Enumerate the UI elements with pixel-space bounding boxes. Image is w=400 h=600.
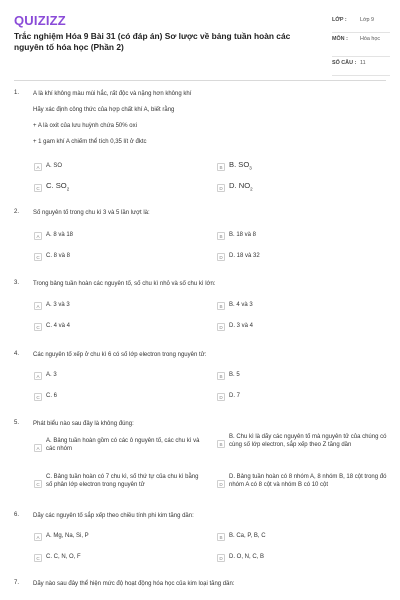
question-text: Dãy nào sau đây thể hiện mức độ hoạt động hóa học của kim loại tăng dần: <box>33 581 235 587</box>
question-line: + A là oxit của lưu huỳnh chứa 50% oxi <box>33 123 137 129</box>
question-text: Dãy các nguyên tố sắp xếp theo chiều tính phi kim tăng dần: <box>33 513 194 519</box>
option-key-box: A <box>34 372 42 380</box>
option-text <box>46 182 69 193</box>
option-key-box: A <box>34 232 42 240</box>
option-subscript: 2 <box>66 187 70 192</box>
option-key-box: A <box>34 163 42 171</box>
option-b[interactable] <box>217 434 387 464</box>
option-a[interactable] <box>34 161 204 173</box>
option-text: A. 3 và 3 <box>46 302 70 309</box>
header-divider <box>14 80 386 81</box>
option-c[interactable] <box>34 321 204 333</box>
worksheet-meta <box>332 14 390 76</box>
option-text: D. O, N, C, B <box>229 554 265 561</box>
option-subscript: 2 <box>250 187 253 192</box>
option-text: A. 8 và 18 <box>46 232 74 239</box>
option-c[interactable] <box>34 391 204 403</box>
option-key-box: C <box>34 253 42 261</box>
option-text: C. Bảng tuần hoàn có 7 chu kì, số thứ tự của chu kì bằng số phân lớp electron trong nguyên tử <box>46 474 199 488</box>
quizizz-logo: QUIZIZZ <box>14 13 66 28</box>
option-d[interactable] <box>217 321 387 333</box>
option-text: A. 3 <box>46 372 57 379</box>
question-text: Các nguyên tố xếp ở chu kì 6 có số lớp electron trong nguyên tử: <box>33 352 207 358</box>
option-key-box: C <box>34 393 42 401</box>
option-b[interactable] <box>217 300 387 312</box>
option-key-box: C <box>34 554 42 562</box>
option-d[interactable] <box>217 552 387 564</box>
option-b[interactable] <box>217 531 387 543</box>
option-a[interactable] <box>34 438 204 460</box>
question-text <box>33 90 383 154</box>
option-c[interactable] <box>34 552 204 564</box>
option-key-box: B <box>217 163 225 171</box>
meta-label: LỚP : <box>332 17 347 23</box>
option-key-box: B <box>217 372 225 380</box>
question-line: Hãy xác định công thức của hợp chất khí A, biết rằng <box>33 107 175 113</box>
question-number: 7. <box>14 580 20 586</box>
option-key-box: A <box>34 302 42 310</box>
question-text: Phát biểu nào sau đây là không đúng: <box>33 421 134 427</box>
option-key-box: D <box>217 253 225 261</box>
option-subscript: 3 <box>249 166 252 171</box>
option-b[interactable] <box>217 161 387 173</box>
option-text: D. 3 và 4 <box>229 323 254 330</box>
option-text <box>229 182 253 193</box>
option-a[interactable] <box>34 230 204 242</box>
option-d[interactable] <box>217 182 387 194</box>
option-text <box>229 161 252 172</box>
question-number: 6. <box>14 512 20 518</box>
question-text: Số nguyên tố trong chu kì 3 và 5 lần lượt là: <box>33 210 150 216</box>
option-text: B. Chu kì là dãy các nguyên tố mà nguyên tử của chúng có cùng số lớp electron, sắp xếp theo Z tăng dần <box>229 434 387 448</box>
question-number: 5. <box>14 420 20 426</box>
question-text: Trong bảng tuần hoàn các nguyên tố, số chu kì nhỏ và số chu kì lớn: <box>33 281 216 287</box>
question-number: 4. <box>14 351 20 357</box>
option-key-box: D <box>217 393 225 401</box>
option-d[interactable] <box>217 251 387 263</box>
option-key-box: B <box>217 533 225 541</box>
option-key-box: D <box>217 184 225 192</box>
option-a[interactable] <box>34 370 204 382</box>
option-key-box: C <box>34 323 42 331</box>
option-text: C. 8 và 8 <box>46 253 71 260</box>
meta-value: Lớp 9 <box>360 17 375 23</box>
question-number: 1. <box>14 90 20 96</box>
option-key-box: B <box>217 232 225 240</box>
meta-row-subject <box>332 33 390 57</box>
option-key-box: B <box>217 440 225 448</box>
question-line: + 1 gam khí A chiếm thể tích 0,35 lít ở đktc <box>33 139 147 145</box>
option-key-box: C <box>34 480 42 488</box>
option-text-main: C. SO <box>46 181 67 191</box>
meta-row-class <box>332 14 390 33</box>
option-b[interactable] <box>217 370 387 382</box>
option-text: D. 7 <box>229 393 241 400</box>
option-a[interactable] <box>34 531 204 543</box>
option-a[interactable] <box>34 300 204 312</box>
option-text: B. 5 <box>229 372 240 379</box>
option-key-box: D <box>217 323 225 331</box>
option-text: C. C, N, O, F <box>46 554 81 561</box>
question-number: 2. <box>14 209 20 215</box>
question-line: A là khí không màu mùi hắc, rất độc và nặng hơn không khí <box>33 91 192 97</box>
option-b[interactable] <box>217 230 387 242</box>
meta-label: SỐ CÂU : <box>332 60 357 66</box>
option-key-box: C <box>34 184 42 192</box>
option-c[interactable] <box>34 182 204 194</box>
meta-row-count <box>332 57 390 76</box>
option-text: A. Bảng tuần hoàn gồm có các ô nguyên tố, các chu kì và các nhóm <box>46 438 200 452</box>
option-text: B. 4 và 3 <box>229 302 253 309</box>
option-text-main: B. SO <box>229 160 250 170</box>
option-d[interactable] <box>217 391 387 403</box>
option-key-box: A <box>34 444 42 452</box>
option-key-box: A <box>34 533 42 541</box>
option-d[interactable] <box>217 474 387 496</box>
option-text: B. Ca, P, B, C <box>229 533 266 540</box>
option-text: A. Mg, Na, Si, P <box>46 533 89 540</box>
meta-value: 11 <box>360 60 366 66</box>
option-key-box: B <box>217 302 225 310</box>
meta-value: Hóa học <box>360 36 381 42</box>
option-text: B. 18 và 8 <box>229 232 257 239</box>
option-c[interactable] <box>34 474 204 496</box>
option-text: C. 4 và 4 <box>46 323 71 330</box>
option-text: D. 18 và 32 <box>229 253 260 260</box>
option-c[interactable] <box>34 251 204 263</box>
option-text-main: D. NO <box>229 181 251 191</box>
option-key-box: D <box>217 554 225 562</box>
option-text: A. SO <box>46 163 63 170</box>
meta-label: MÔN : <box>332 36 348 42</box>
option-text: D. Bảng tuần hoàn có 8 nhóm A, 8 nhóm B, 18 cột trong đó nhóm A có 8 cột và nhóm B có 10 cột <box>229 474 387 488</box>
worksheet-title: Trắc nghiệm Hóa 9 Bài 31 (có đáp án) Sơ lược về bảng tuần hoàn các nguyên tố hóa học (Phần 2) <box>14 31 291 52</box>
question-number: 3. <box>14 280 20 286</box>
option-key-box: D <box>217 480 225 488</box>
option-text: C. 6 <box>46 393 58 400</box>
